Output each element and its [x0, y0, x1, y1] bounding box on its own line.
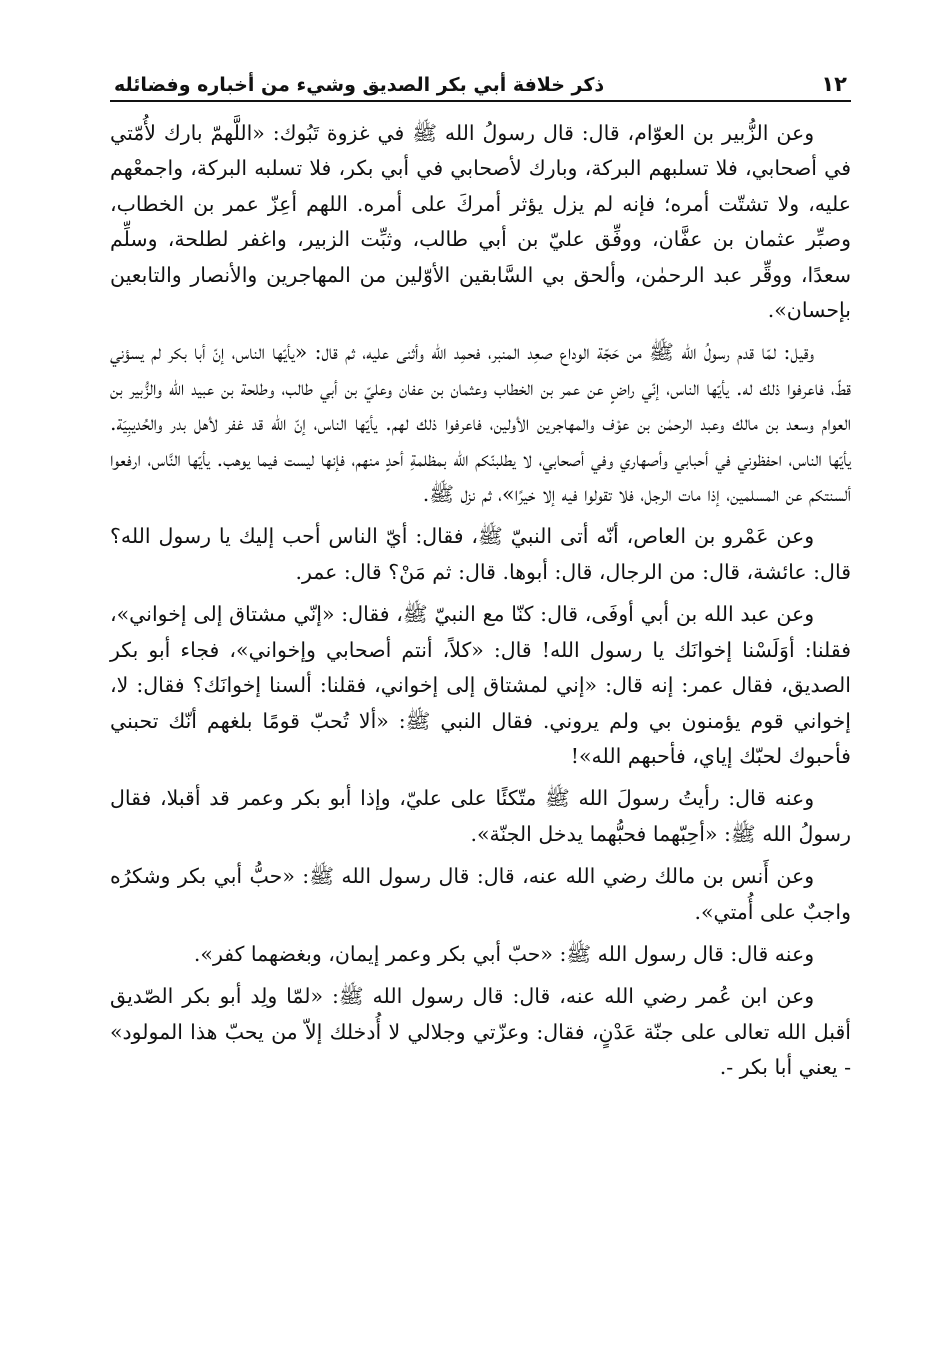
paragraph-ibn-umar: وعن ابن عُمر رضي الله عنه، قال: قال رسول الله ﷺ: «لمّا ولِد أبو بكر الصّديق أقبل الله تعالى على جنّة عَدْنٍ، فقال: وعزّتي وجلالي لا أُدخلك إلاّ من يحبّ هذا المولود» - يعني أبا بكر -. [110, 984, 851, 1080]
running-title: ذكر خلافة أبي بكر الصديق وشيء من أخباره وفضائله [114, 74, 605, 96]
paragraph-amr-ibn-al-as: وعن عَمْرو بن العاص، أنّه أتى النبيّ ﷺ، فقال: أيّ الناس أحب إليك يا رسول الله؟ قال: عائشة، قال: من الرجال، قال: أبوها. قال: ثم مَنْ؟ قال: عمر. [110, 524, 851, 584]
page-body [110, 116, 851, 1086]
paragraph-leaning-on-ali: وعنه قال: رأيتُ رسولَ الله ﷺ متّكئًا على عليّ، وإذا أبو بكر وعمر قد أقبلا، فقال رسولُ الله ﷺ: «أحِبّهما فحبُّهما يدخل الجنّة». [110, 786, 851, 846]
page-number: ١٢ [821, 72, 847, 96]
paragraph-love-of-abu-bakr-umar: وعنه قال: قال رسول الله ﷺ: «حبّ أبي بكر وعمر إيمان، وبغضهما كفر». [193, 941, 815, 966]
paragraph-zubair-hadith: وعن الزُّبير بن العوّام، قال: قال رسولُ الله ﷺ في غزوة تَبُوك: «اللَّهمّ بارك لأُمّتي في أصحابي، فلا تسلبهم البركة، وبارك لأصحابي في أبي بكر، فلا تسلبه البركة، واجمعْهم عليه، ولا تشتّت أمره؛ فإنه لم يزل يؤثر أمركَ على أمره. اللهم أعِزّ عمر بن الخطاب، وصبِّر عثمان بن عفَّان، ووفِّق عليّ بن أبي طالب، وثبِّت الزبير، واغفر لطلحة، وسلِّم سعدًا، ووقِّر عبد الرحمٰن، وألحق بي السَّابقين الأوّلين من المهاجرين والأنصار والتابعين بإحسان». [110, 121, 851, 323]
page-header [110, 56, 851, 102]
paragraph-abdullah-ibn-abi-awfa: وعن عبد الله بن أبي أوفَى، قال: كنّا مع النبيّ ﷺ، فقال: «إنّي مشتاق إلى إخواني»، فقلنا: أوَلَسْنا إخوانَك يا رسول الله! قال: «كلاً، أنتم أصحابي وإخواني»، فجاء أبو بكر الصديق، فقال عمر: إنه قال: «إني لمشتاق إلى إخواني، فقلنا: ألسنا إخوانَك؟ فقال: لا، إخواني قوم يؤمنون بي ولم يروني. فقال النبي ﷺ: «ألا تُحبّ قومًا بلغهم أنّك تحبني فأحبوك لحبّك إياي، فأحبهم الله»! [110, 602, 851, 768]
paragraph-farewell-sermon: وقيل: لمّا قدم رسولُ الله ﷺ من حَجّة الوداع صعِد المنبر، فحمِد الله وأثنى عليه، ثم قال: «يأيّها الناس، إنّ أبا بكر لم يسؤني قطّ، فاعرفوا ذلك له. يأيّها الناس، إنّي راضٍ عن عمر بن الخطاب وعثمان بن عفان وعليّ بن أبي طالب، وطلحة بن عبيد الله والزُّبير بن العوام وسعد بن مالك وعبد الرحمٰن بن عوْف والمهاجرين الأولين، فاعرفوا ذلك لهم. يأيّها الناس، إنّ الله قد غفر لأهل بدر والحُديبِيَة. يأيّها الناس، احفظوني في أحبابي وأصهاري وفي أصحابي، لا يطلبنّكم الله بمظلمةِ أحدٍ منهم، فإنها ليست فيما يوهب. يأيّها النَّاس، ارفعوا ألسنتكم عن المسلمين، إذا مات الرجل، فلا تقولوا فيه إلا خيرًا»، ثم نزل ﷺ. [110, 340, 851, 507]
paragraph-anas-ibn-malik: وعن أَنس بن مالك رضي الله عنه، قال: قال رسول الله ﷺ: «حبُّ أبي بكر وشكرُه واجبٌ على أُمتي». [110, 864, 851, 924]
